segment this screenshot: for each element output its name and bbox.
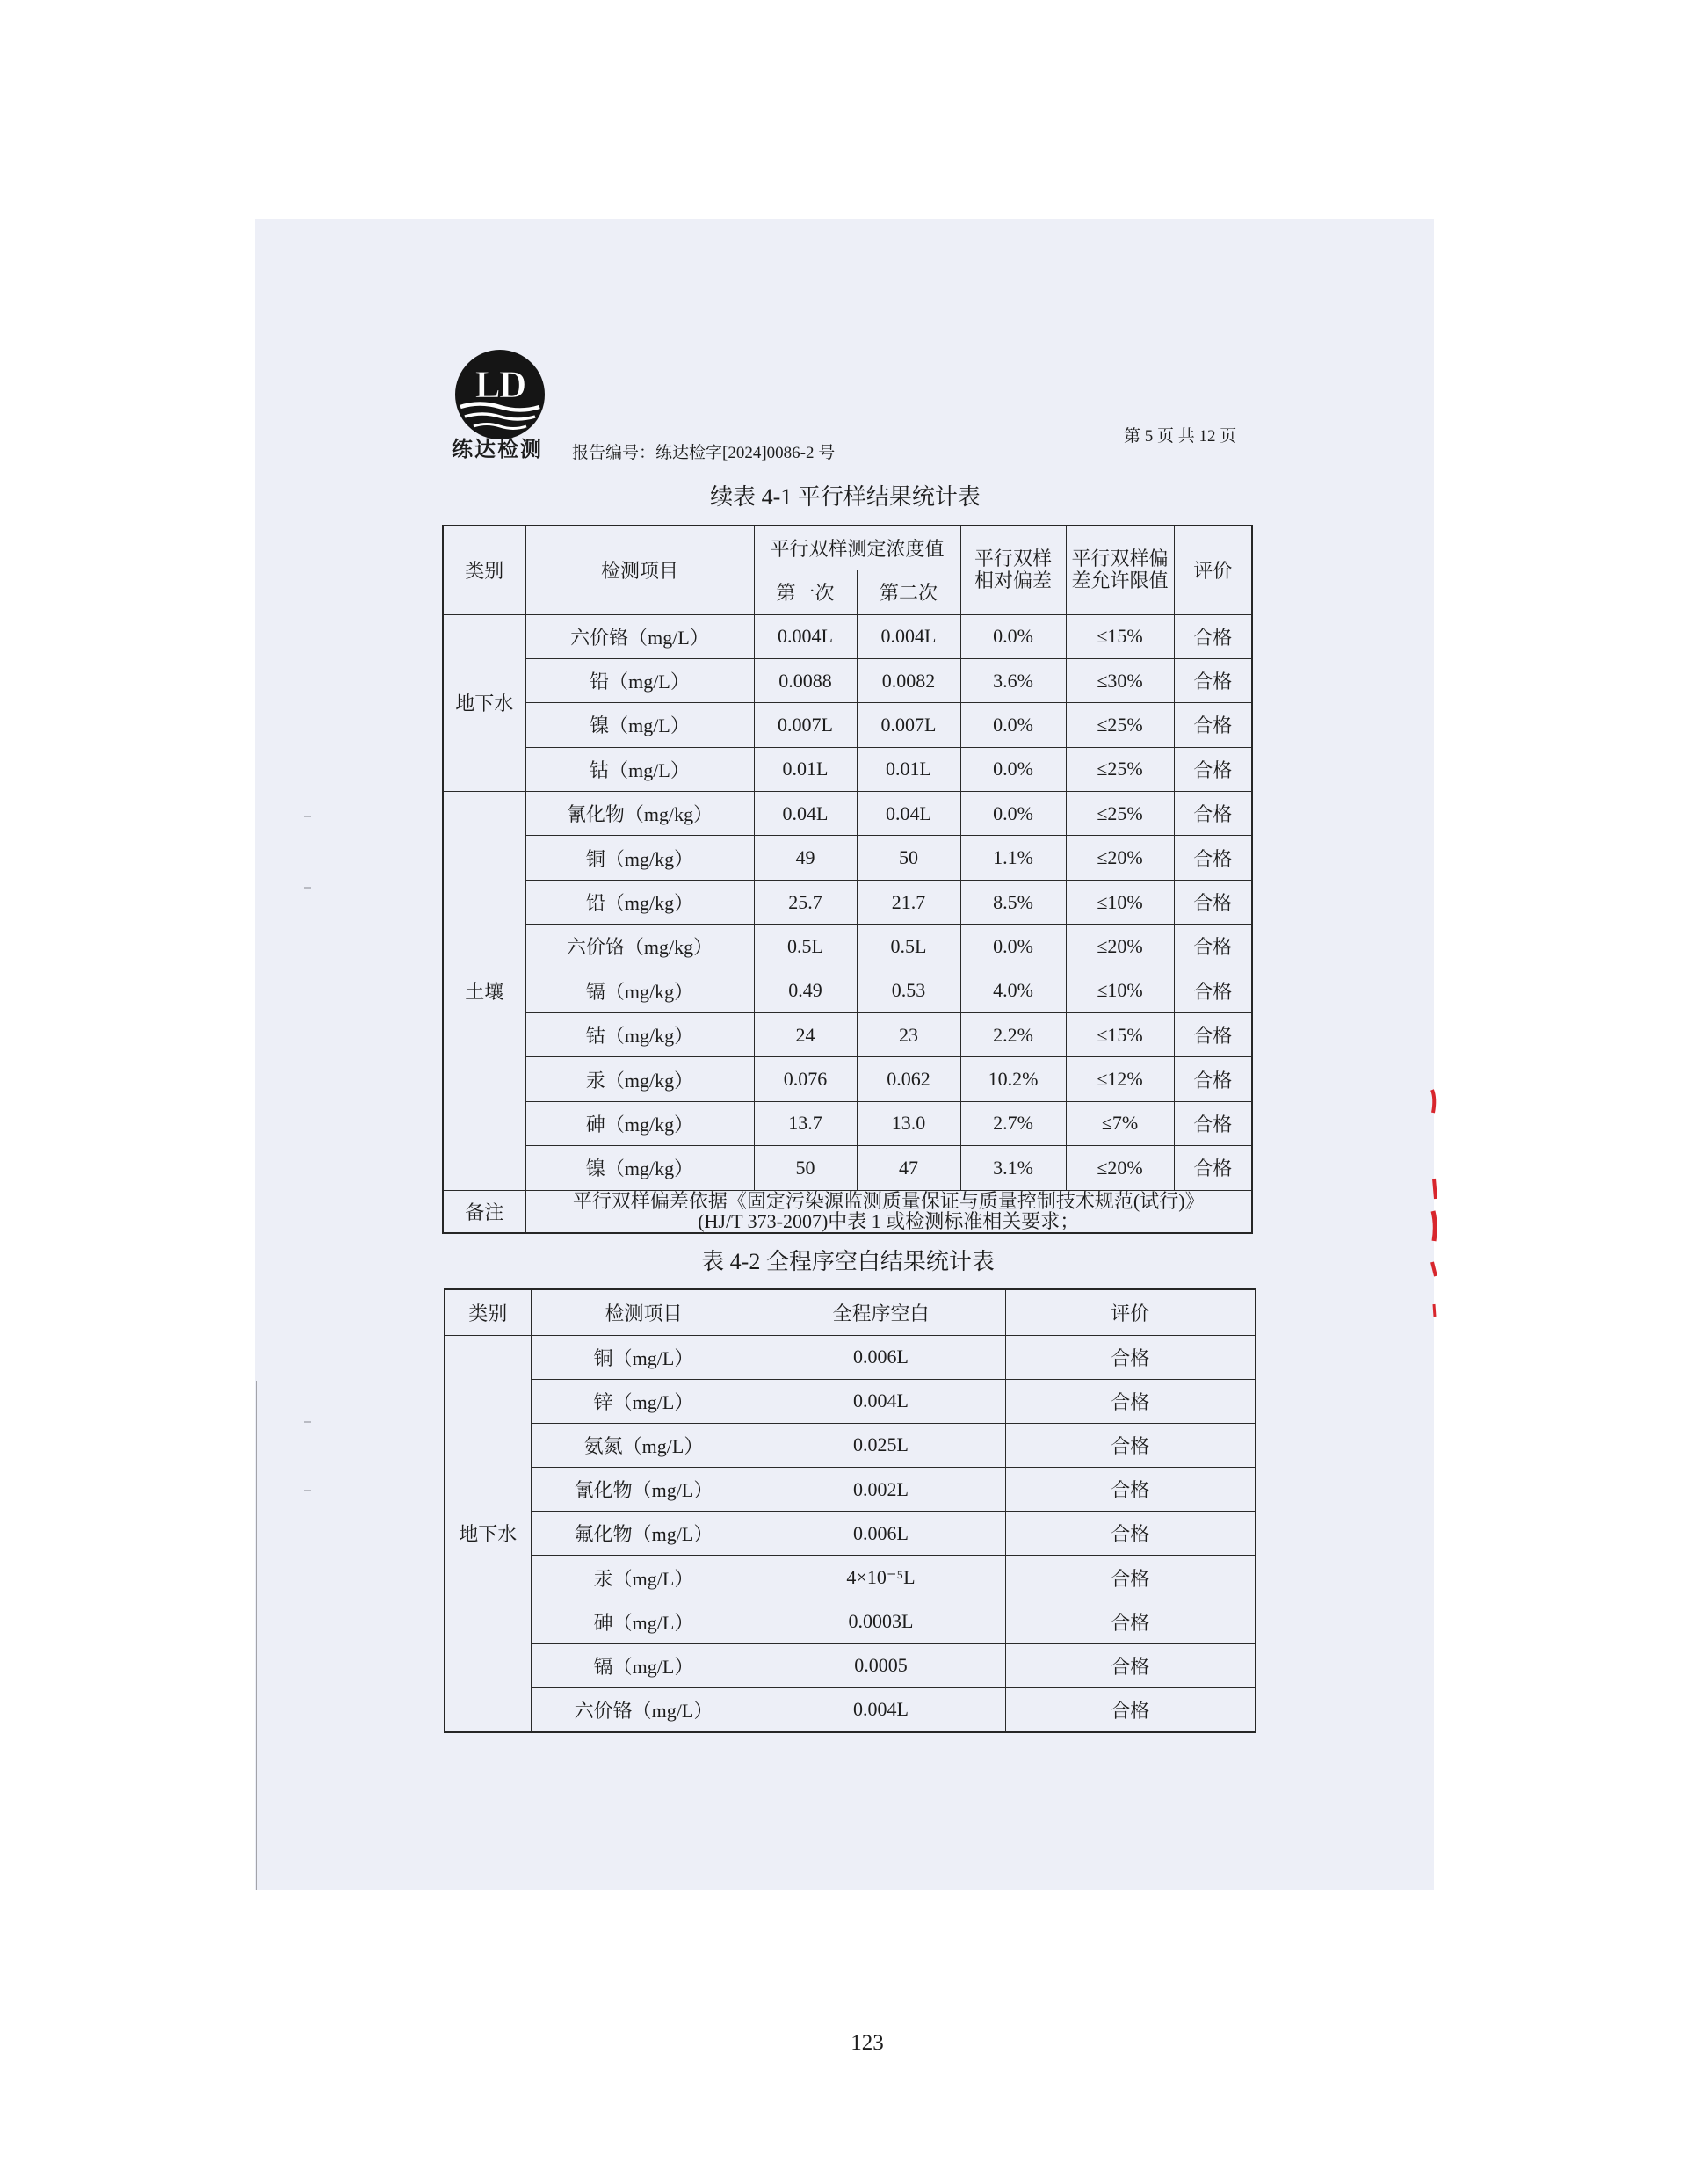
table-row <box>445 1512 1256 1556</box>
table-row <box>443 1013 1252 1057</box>
blank-header: 全程序空白 <box>757 1289 1005 1335</box>
table1-first-value-cell: 49 <box>754 836 857 880</box>
table1-item-cell: 六价铬（mg/L） <box>525 614 754 658</box>
table1-item-cell: 铅（mg/kg） <box>525 880 754 924</box>
table1-relative-deviation-cell: 2.7% <box>960 1101 1066 1145</box>
table1-second-value-cell: 0.004L <box>857 614 960 658</box>
seal-fragment <box>1425 1086 1443 1324</box>
table-row <box>445 1688 1256 1732</box>
table1-item-cell: 镍（mg/L） <box>525 703 754 747</box>
table1-relative-deviation-cell: 10.2% <box>960 1057 1066 1101</box>
table1-allowed-limit-cell: ≤7% <box>1066 1101 1174 1145</box>
table2-item-cell: 六价铬（mg/L） <box>531 1688 757 1732</box>
table1-relative-deviation-cell: 1.1% <box>960 836 1066 880</box>
table2-category-cell: 地下水 <box>445 1335 531 1732</box>
page-number: 123 <box>851 2031 884 2055</box>
table1-relative-deviation-cell: 0.0% <box>960 703 1066 747</box>
table2-item-cell: 锌（mg/L） <box>531 1379 757 1423</box>
table1-item-cell: 镍（mg/kg） <box>525 1146 754 1190</box>
table2-blank-value-cell: 0.006L <box>757 1335 1005 1379</box>
table1-allowed-limit-cell: ≤25% <box>1066 792 1174 836</box>
table1-relative-deviation-cell: 2.2% <box>960 1013 1066 1057</box>
item-header: 检测项目 <box>525 526 754 614</box>
table2-blank-value-cell: 0.004L <box>757 1688 1005 1732</box>
scan-mark <box>304 887 311 889</box>
table-row <box>445 1556 1256 1600</box>
table1-relative-deviation-cell: 0.0% <box>960 747 1066 791</box>
parallel-sample-table <box>442 525 1253 1234</box>
table1-item-cell: 氰化物（mg/kg） <box>525 792 754 836</box>
note-label: 备注 <box>443 1190 525 1233</box>
allowed-limit-header <box>1066 526 1174 614</box>
note-row <box>443 1190 1252 1233</box>
table1-relative-deviation-cell: 0.0% <box>960 925 1066 969</box>
table2-body <box>445 1335 1256 1732</box>
table-row <box>445 1423 1256 1467</box>
table2-item-cell: 汞（mg/L） <box>531 1556 757 1600</box>
table1-evaluation-cell: 合格 <box>1174 925 1252 969</box>
table1-allowed-limit-cell: ≤20% <box>1066 836 1174 880</box>
table-row <box>443 792 1252 836</box>
table2-evaluation-cell: 合格 <box>1005 1600 1256 1643</box>
allowed-limit-header-text: 平行双样偏差允许限值 <box>1071 548 1169 592</box>
table1-title: 续表 4-1 平行样结果统计表 <box>710 484 981 510</box>
table1-allowed-limit-cell: ≤30% <box>1066 658 1174 702</box>
table2-blank-value-cell: 4×10⁻⁵L <box>757 1556 1005 1600</box>
table1-relative-deviation-cell: 8.5% <box>960 880 1066 924</box>
table1-item-cell: 铅（mg/L） <box>525 658 754 702</box>
relative-deviation-header-text: 平行双样相对偏差 <box>974 548 1053 592</box>
table1-evaluation-cell: 合格 <box>1174 658 1252 702</box>
table1-item-cell: 汞（mg/kg） <box>525 1057 754 1101</box>
table2-evaluation-cell: 合格 <box>1005 1379 1256 1423</box>
table2-blank-value-cell: 0.002L <box>757 1468 1005 1512</box>
blank-result-table <box>444 1288 1256 1733</box>
table-row <box>443 703 1252 747</box>
table-header-row <box>443 526 1252 570</box>
evaluation-header: 评价 <box>1174 526 1252 614</box>
table2-title: 表 4-2 全程序空白结果统计表 <box>701 1249 995 1274</box>
table-row <box>443 836 1252 880</box>
table1-second-value-cell: 21.7 <box>857 880 960 924</box>
report-number: 报告编号：练达检字[2024]0086-2 号 <box>572 444 836 462</box>
table1-category-cell: 地下水 <box>443 614 525 792</box>
table1-relative-deviation-cell: 3.1% <box>960 1146 1066 1190</box>
table1-first-value-cell: 0.0088 <box>754 658 857 702</box>
table1-first-value-cell: 0.004L <box>754 614 857 658</box>
note-text <box>525 1190 1252 1233</box>
table1-item-cell: 钴（mg/L） <box>525 747 754 791</box>
scan-mark <box>304 1490 311 1491</box>
table1-second-value-cell: 0.007L <box>857 703 960 747</box>
table-row <box>443 969 1252 1012</box>
table2-blank-value-cell: 0.025L <box>757 1423 1005 1467</box>
page-info: 第 5 页 共 12 页 <box>1124 427 1237 446</box>
table1-second-value-cell: 13.0 <box>857 1101 960 1145</box>
table2-evaluation-cell: 合格 <box>1005 1512 1256 1556</box>
table1-evaluation-cell: 合格 <box>1174 1146 1252 1190</box>
second-measurement-header: 第二次 <box>857 570 960 614</box>
scan-mark <box>304 1421 311 1423</box>
company-name: 练达检测 <box>452 439 543 461</box>
table2-evaluation-cell: 合格 <box>1005 1556 1256 1600</box>
note-line: (HJ/T 373-2007)中表 1 或检测标准相关要求； <box>698 1210 1080 1233</box>
note-line: 平行双样偏差依据《固定污染源监测质量保证与质量控制技术规范(试行)》 <box>572 1190 1205 1213</box>
evaluation-header: 评价 <box>1005 1289 1256 1335</box>
table1-evaluation-cell: 合格 <box>1174 969 1252 1012</box>
table1-category-cell: 土壤 <box>443 792 525 1191</box>
table1-item-cell: 铜（mg/kg） <box>525 836 754 880</box>
table2-item-cell: 氟化物（mg/L） <box>531 1512 757 1556</box>
table-row <box>443 1057 1252 1101</box>
table1-evaluation-cell: 合格 <box>1174 1013 1252 1057</box>
table2-evaluation-cell: 合格 <box>1005 1335 1256 1379</box>
table1-first-value-cell: 0.076 <box>754 1057 857 1101</box>
table-row <box>443 614 1252 658</box>
table-row <box>443 658 1252 702</box>
first-measurement-header: 第一次 <box>754 570 857 614</box>
table1-evaluation-cell: 合格 <box>1174 1101 1252 1145</box>
table-row <box>445 1643 1256 1687</box>
table1-item-cell: 镉（mg/kg） <box>525 969 754 1012</box>
table1-second-value-cell: 0.53 <box>857 969 960 1012</box>
concentration-header: 平行双样测定浓度值 <box>754 526 960 570</box>
table2-blank-value-cell: 0.006L <box>757 1512 1005 1556</box>
relative-deviation-header <box>960 526 1066 614</box>
table1-second-value-cell: 23 <box>857 1013 960 1057</box>
table1-second-value-cell: 47 <box>857 1146 960 1190</box>
table1-second-value-cell: 0.01L <box>857 747 960 791</box>
table-row <box>443 880 1252 924</box>
table1-allowed-limit-cell: ≤20% <box>1066 925 1174 969</box>
table1-allowed-limit-cell: ≤25% <box>1066 703 1174 747</box>
table2-item-cell: 砷（mg/L） <box>531 1600 757 1643</box>
table1-first-value-cell: 0.007L <box>754 703 857 747</box>
category-header: 类别 <box>445 1289 531 1335</box>
table-header-row <box>445 1289 1256 1335</box>
table-row <box>443 747 1252 791</box>
table1-note-section <box>443 1190 1252 1233</box>
table2-blank-value-cell: 0.0005 <box>757 1643 1005 1687</box>
table2-evaluation-cell: 合格 <box>1005 1423 1256 1467</box>
table-row <box>445 1335 1256 1379</box>
table1-relative-deviation-cell: 3.6% <box>960 658 1066 702</box>
scan-edge-shadow <box>256 1381 257 1890</box>
category-header: 类别 <box>443 526 525 614</box>
table1-relative-deviation-cell: 4.0% <box>960 969 1066 1012</box>
table2-item-cell: 氰化物（mg/L） <box>531 1468 757 1512</box>
table1-allowed-limit-cell: ≤10% <box>1066 969 1174 1012</box>
table1-evaluation-cell: 合格 <box>1174 614 1252 658</box>
table1-item-cell: 六价铬（mg/kg） <box>525 925 754 969</box>
table1-evaluation-cell: 合格 <box>1174 1057 1252 1101</box>
table1-first-value-cell: 0.04L <box>754 792 857 836</box>
table1-first-value-cell: 0.01L <box>754 747 857 791</box>
table1-evaluation-cell: 合格 <box>1174 703 1252 747</box>
table1-second-value-cell: 50 <box>857 836 960 880</box>
table1-evaluation-cell: 合格 <box>1174 880 1252 924</box>
table-row <box>443 925 1252 969</box>
table1-allowed-limit-cell: ≤10% <box>1066 880 1174 924</box>
table1-allowed-limit-cell: ≤15% <box>1066 614 1174 658</box>
table1-allowed-limit-cell: ≤15% <box>1066 1013 1174 1057</box>
table1-evaluation-cell: 合格 <box>1174 836 1252 880</box>
table1-evaluation-cell: 合格 <box>1174 747 1252 791</box>
table-row <box>443 1101 1252 1145</box>
table1-first-value-cell: 0.5L <box>754 925 857 969</box>
table1-relative-deviation-cell: 0.0% <box>960 614 1066 658</box>
table2-evaluation-cell: 合格 <box>1005 1688 1256 1732</box>
table1-allowed-limit-cell: ≤12% <box>1066 1057 1174 1101</box>
table-row <box>445 1600 1256 1643</box>
table-row <box>443 1146 1252 1190</box>
table1-second-value-cell: 0.062 <box>857 1057 960 1101</box>
table1-first-value-cell: 0.49 <box>754 969 857 1012</box>
table1-allowed-limit-cell: ≤25% <box>1066 747 1174 791</box>
table1-relative-deviation-cell: 0.0% <box>960 792 1066 836</box>
table2-item-cell: 氨氮（mg/L） <box>531 1423 757 1467</box>
table2-evaluation-cell: 合格 <box>1005 1643 1256 1687</box>
company-logo <box>454 349 546 440</box>
table1-first-value-cell: 24 <box>754 1013 857 1057</box>
table2-blank-value-cell: 0.004L <box>757 1379 1005 1423</box>
table1-first-value-cell: 25.7 <box>754 880 857 924</box>
table1-evaluation-cell: 合格 <box>1174 792 1252 836</box>
table1-item-cell: 钴（mg/kg） <box>525 1013 754 1057</box>
table1-second-value-cell: 0.5L <box>857 925 960 969</box>
table2-item-cell: 镉（mg/L） <box>531 1643 757 1687</box>
table1-first-value-cell: 13.7 <box>754 1101 857 1145</box>
table1-second-value-cell: 0.04L <box>857 792 960 836</box>
table2-evaluation-cell: 合格 <box>1005 1468 1256 1512</box>
table1-first-value-cell: 50 <box>754 1146 857 1190</box>
table1-second-value-cell: 0.0082 <box>857 658 960 702</box>
table-row <box>445 1468 1256 1512</box>
table1-allowed-limit-cell: ≤20% <box>1066 1146 1174 1190</box>
table2-blank-value-cell: 0.0003L <box>757 1600 1005 1643</box>
table-row <box>445 1379 1256 1423</box>
item-header: 检测项目 <box>531 1289 757 1335</box>
logo-lettering: LD <box>474 363 525 406</box>
scan-mark <box>304 816 311 817</box>
table2-item-cell: 铜（mg/L） <box>531 1335 757 1379</box>
table1-item-cell: 砷（mg/kg） <box>525 1101 754 1145</box>
table1-body <box>443 614 1252 1190</box>
